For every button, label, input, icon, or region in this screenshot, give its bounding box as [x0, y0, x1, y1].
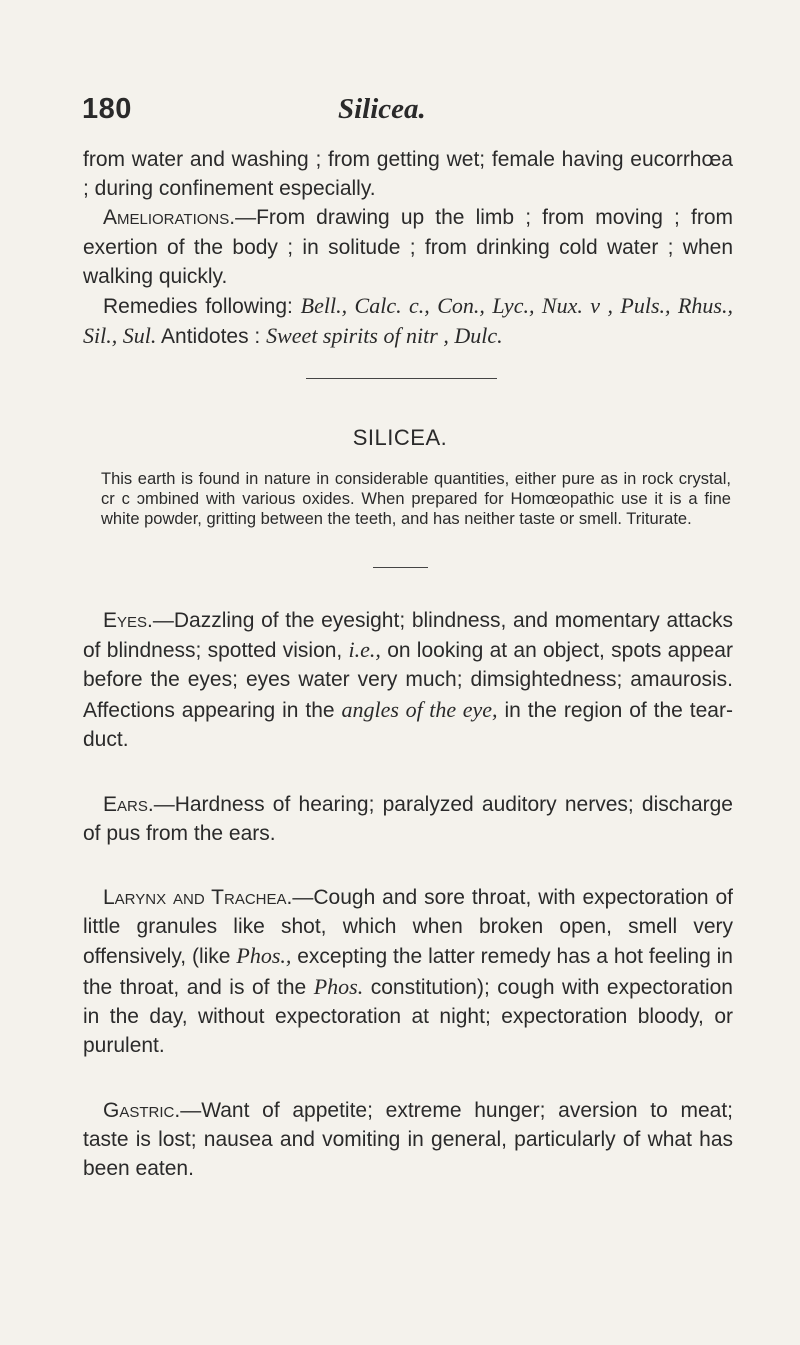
ameliorations-text: —From drawing up the limb ; from moving ; from exertion of the body ; in solitude ; from drinking cold water ; when walking quickly.: [83, 206, 733, 288]
ameliorations-paragraph: [83, 203, 733, 291]
remedies-paragraph: [83, 291, 733, 351]
remedies-label: Remedies following:: [103, 295, 293, 319]
gastric-label: Gastric.: [103, 1099, 181, 1122]
running-title: Silicea.: [338, 93, 426, 125]
larynx-text-c: constitution); cough with expectoration in the day, without expectoration at night; expectoration bloody, or purulent.: [83, 975, 733, 1058]
ameliorations-label: Ameliorations.: [103, 206, 236, 230]
eyes-paragraph: [83, 606, 733, 754]
ears-label: Ears.: [103, 793, 154, 816]
section-title: SILICEA.: [352, 425, 448, 450]
gastric-section: [83, 1096, 733, 1184]
antidotes-list: Sweet spirits of nitr , Dulc.: [266, 323, 503, 349]
larynx-section: [83, 883, 733, 1060]
remedies-list: Bell., Calc. c., Con., Lyc., Nux. v , Puls., Rhus., Sil., Sul.: [83, 293, 733, 349]
larynx-text-b: excepting the latter remedy has a hot feeling in the throat, and is of the: [83, 945, 733, 999]
larynx-text-a: —Cough and sore throat, with expectoration of little granules like shot, which when broken open, smell very offensively, (like: [83, 886, 733, 969]
eyes-section: [83, 606, 733, 754]
intro-line: from water and washing ; from getting wet; female having eucorrhœa ; during confinement especially.: [83, 148, 733, 201]
larynx-paragraph: [83, 883, 733, 1060]
eyes-ie: i.e.,: [348, 637, 381, 663]
eyes-text-a: —Dazzling of the eyesight; blindness, and momentary attacks of blindness; spotted vision,: [83, 609, 733, 663]
page-number: 180: [82, 93, 132, 125]
gastric-paragraph: [83, 1096, 733, 1184]
eyes-text-b: on looking at an object, spots appear before the eyes; eyes water very much; dimsightedness; amaurosis. Affections appearing in the: [83, 639, 733, 722]
eyes-label: Eyes.: [103, 609, 153, 632]
gastric-text: —Want of appetite; extreme hunger; aversion to meat; taste is lost; nausea and vomiting in general, particularly of what has been eaten.: [83, 1099, 733, 1181]
ears-text: —Hardness of hearing; paralyzed auditory nerves; discharge of pus from the ears.: [83, 793, 733, 846]
intro-block: [83, 145, 733, 351]
antidotes-label: Antidotes :: [161, 325, 261, 349]
section-divider: [306, 378, 497, 379]
short-divider: [373, 567, 428, 568]
intro-paragraph: [83, 145, 733, 203]
page-header: [82, 92, 426, 126]
eyes-angles: angles of the eye,: [341, 696, 498, 722]
larynx-label: Larynx and Trachea.: [103, 886, 293, 909]
description-paragraph: This earth is found in nature in considerable quantities, either pure as in rock crystal, cr c ɔmbined with various oxides. When prepared for Homœopathic use it is a fine white powder, gritting between the teeth, and has neither taste or smell. Triturate.: [101, 470, 731, 528]
ears-section: [83, 790, 733, 848]
larynx-phos-1: Phos.,: [236, 943, 292, 969]
eyes-text-c: in the region of the tear-duct.: [83, 698, 733, 751]
ears-paragraph: [83, 790, 733, 848]
larynx-phos-2: Phos.: [313, 973, 364, 999]
